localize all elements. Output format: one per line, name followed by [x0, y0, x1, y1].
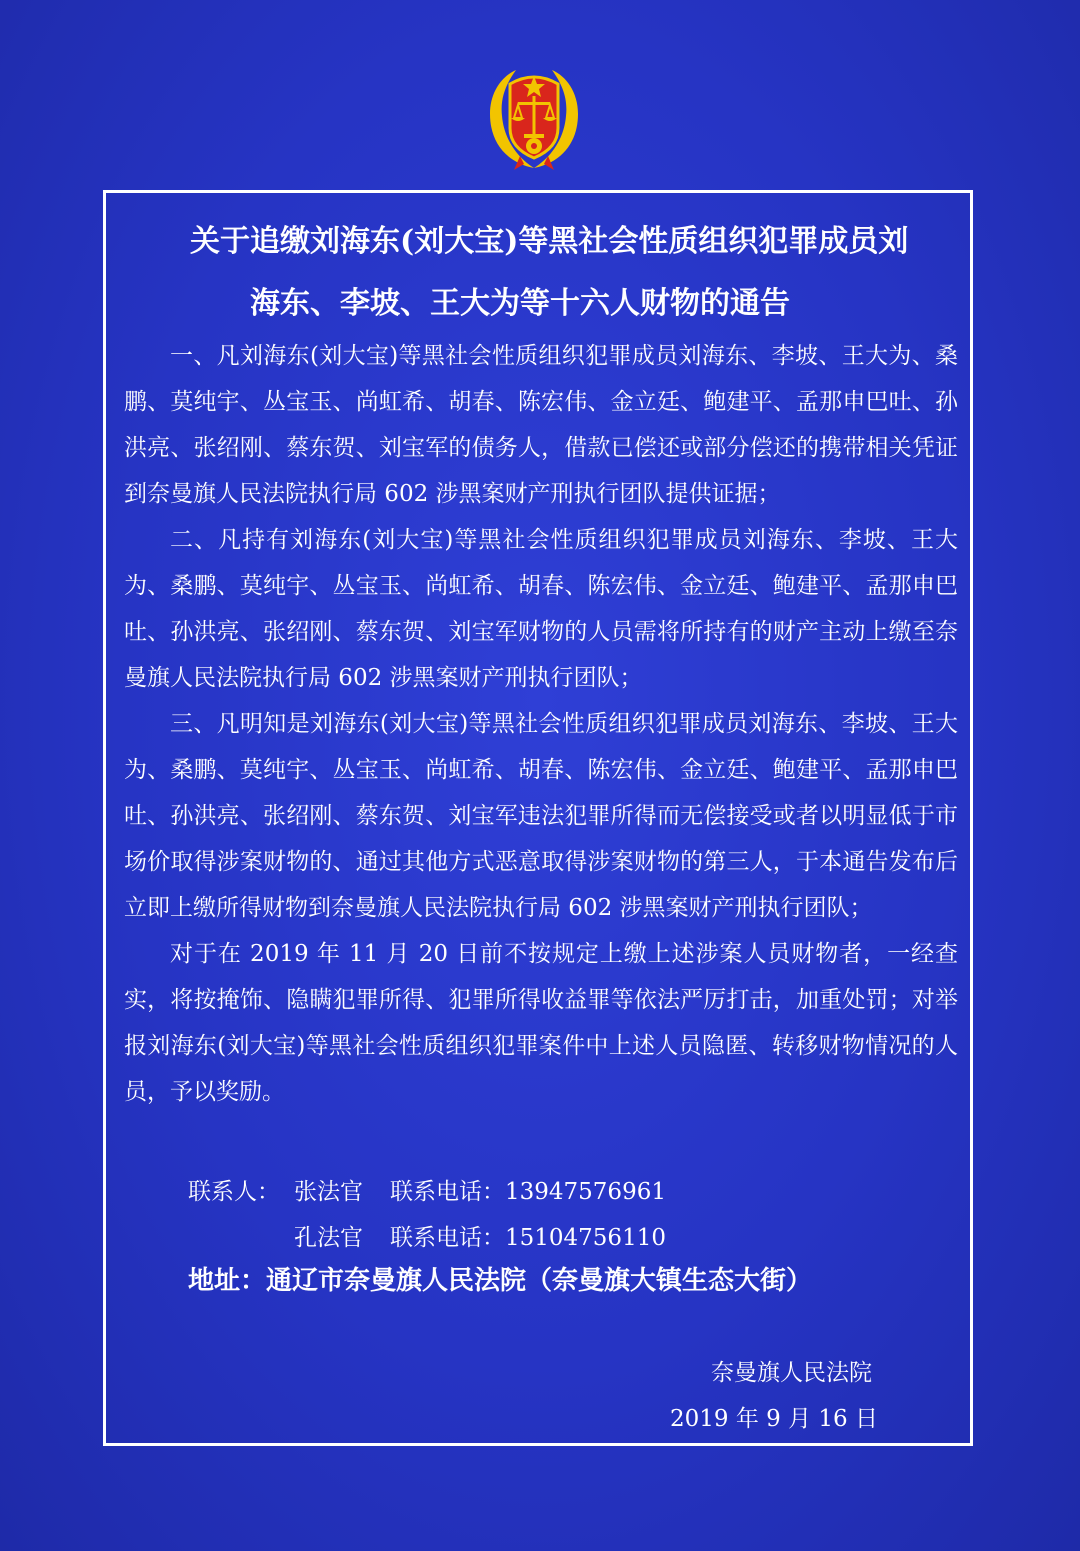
signature-date: 2019 年 9 月 16 日 [670, 1406, 878, 1432]
contact-phone: 联系电话：15104756110 [390, 1225, 666, 1251]
notice-frame [103, 190, 973, 1446]
contact-name: 张法官 [294, 1179, 363, 1205]
address-line: 地址：通辽市奈曼旗人民法院（奈曼旗大镇生态大街） [188, 1266, 813, 1296]
notice-title [106, 211, 970, 335]
contact-phone: 联系电话：13947576961 [390, 1179, 666, 1205]
title-line-1: 关于追缴刘海东(刘大宝)等黑社会性质组织犯罪成员刘 [190, 224, 909, 259]
court-emblem-icon [484, 62, 584, 174]
notice-body [124, 333, 958, 1115]
signature-org: 奈曼旗人民法院 [711, 1360, 872, 1386]
paragraph-clause-3: 三、凡明知是刘海东(刘大宝)等黑社会性质组织犯罪成员刘海东、李坡、王大为、桑鹏、莫纯宇、丛宝玉、尚虹希、胡春、陈宏伟、金立廷、鲍建平、孟那申巴吐、孙洪亮、张绍刚、蔡东贺、刘宝军违法犯罪所得而无偿接受或者以明显低于市场价取得涉案财物的、通过其他方式恶意取得涉案财物的第三人，于本通告发布后立即上缴所得财物到奈曼旗人民法院执行局 602 涉黑案财产刑执行团队； [124, 711, 958, 921]
contact-label: 联系人： [188, 1179, 280, 1205]
title-line-2: 海东、李坡、王大为等十六人财物的通告 [250, 286, 790, 321]
contact-name: 孔法官 [294, 1225, 363, 1251]
contact-row [188, 1215, 666, 1261]
paragraph-deadline: 对于在 2019 年 11 月 20 日前不按规定上缴上述涉案人员财物者，一经查实，将按掩饰、隐瞒犯罪所得、犯罪所得收益罪等依法严厉打击，加重处罚；对举报刘海东(刘大宝)等黑社会性质组织犯罪案件中上述人员隐匿、转移财物情况的人员，予以奖励。 [124, 941, 958, 1105]
paragraph-clause-1: 一、凡刘海东(刘大宝)等黑社会性质组织犯罪成员刘海东、李坡、王大为、桑鹏、莫纯宇、丛宝玉、尚虹希、胡春、陈宏伟、金立廷、鲍建平、孟那申巴吐、孙洪亮、张绍刚、蔡东贺、刘宝军的债务人，借款已偿还或部分偿还的携带相关凭证到奈曼旗人民法院执行局 602 涉黑案财产刑执行团队提供证据； [124, 343, 958, 507]
paragraph-clause-2: 二、凡持有刘海东(刘大宝)等黑社会性质组织犯罪成员刘海东、李坡、王大为、桑鹏、莫纯宇、丛宝玉、尚虹希、胡春、陈宏伟、金立廷、鲍建平、孟那申巴吐、孙洪亮、张绍刚、蔡东贺、刘宝军财物的人员需将所持有的财产主动上缴至奈曼旗人民法院执行局 602 涉黑案财产刑执行团队； [124, 527, 958, 691]
contact-row [188, 1169, 666, 1215]
contact-block [188, 1169, 666, 1261]
